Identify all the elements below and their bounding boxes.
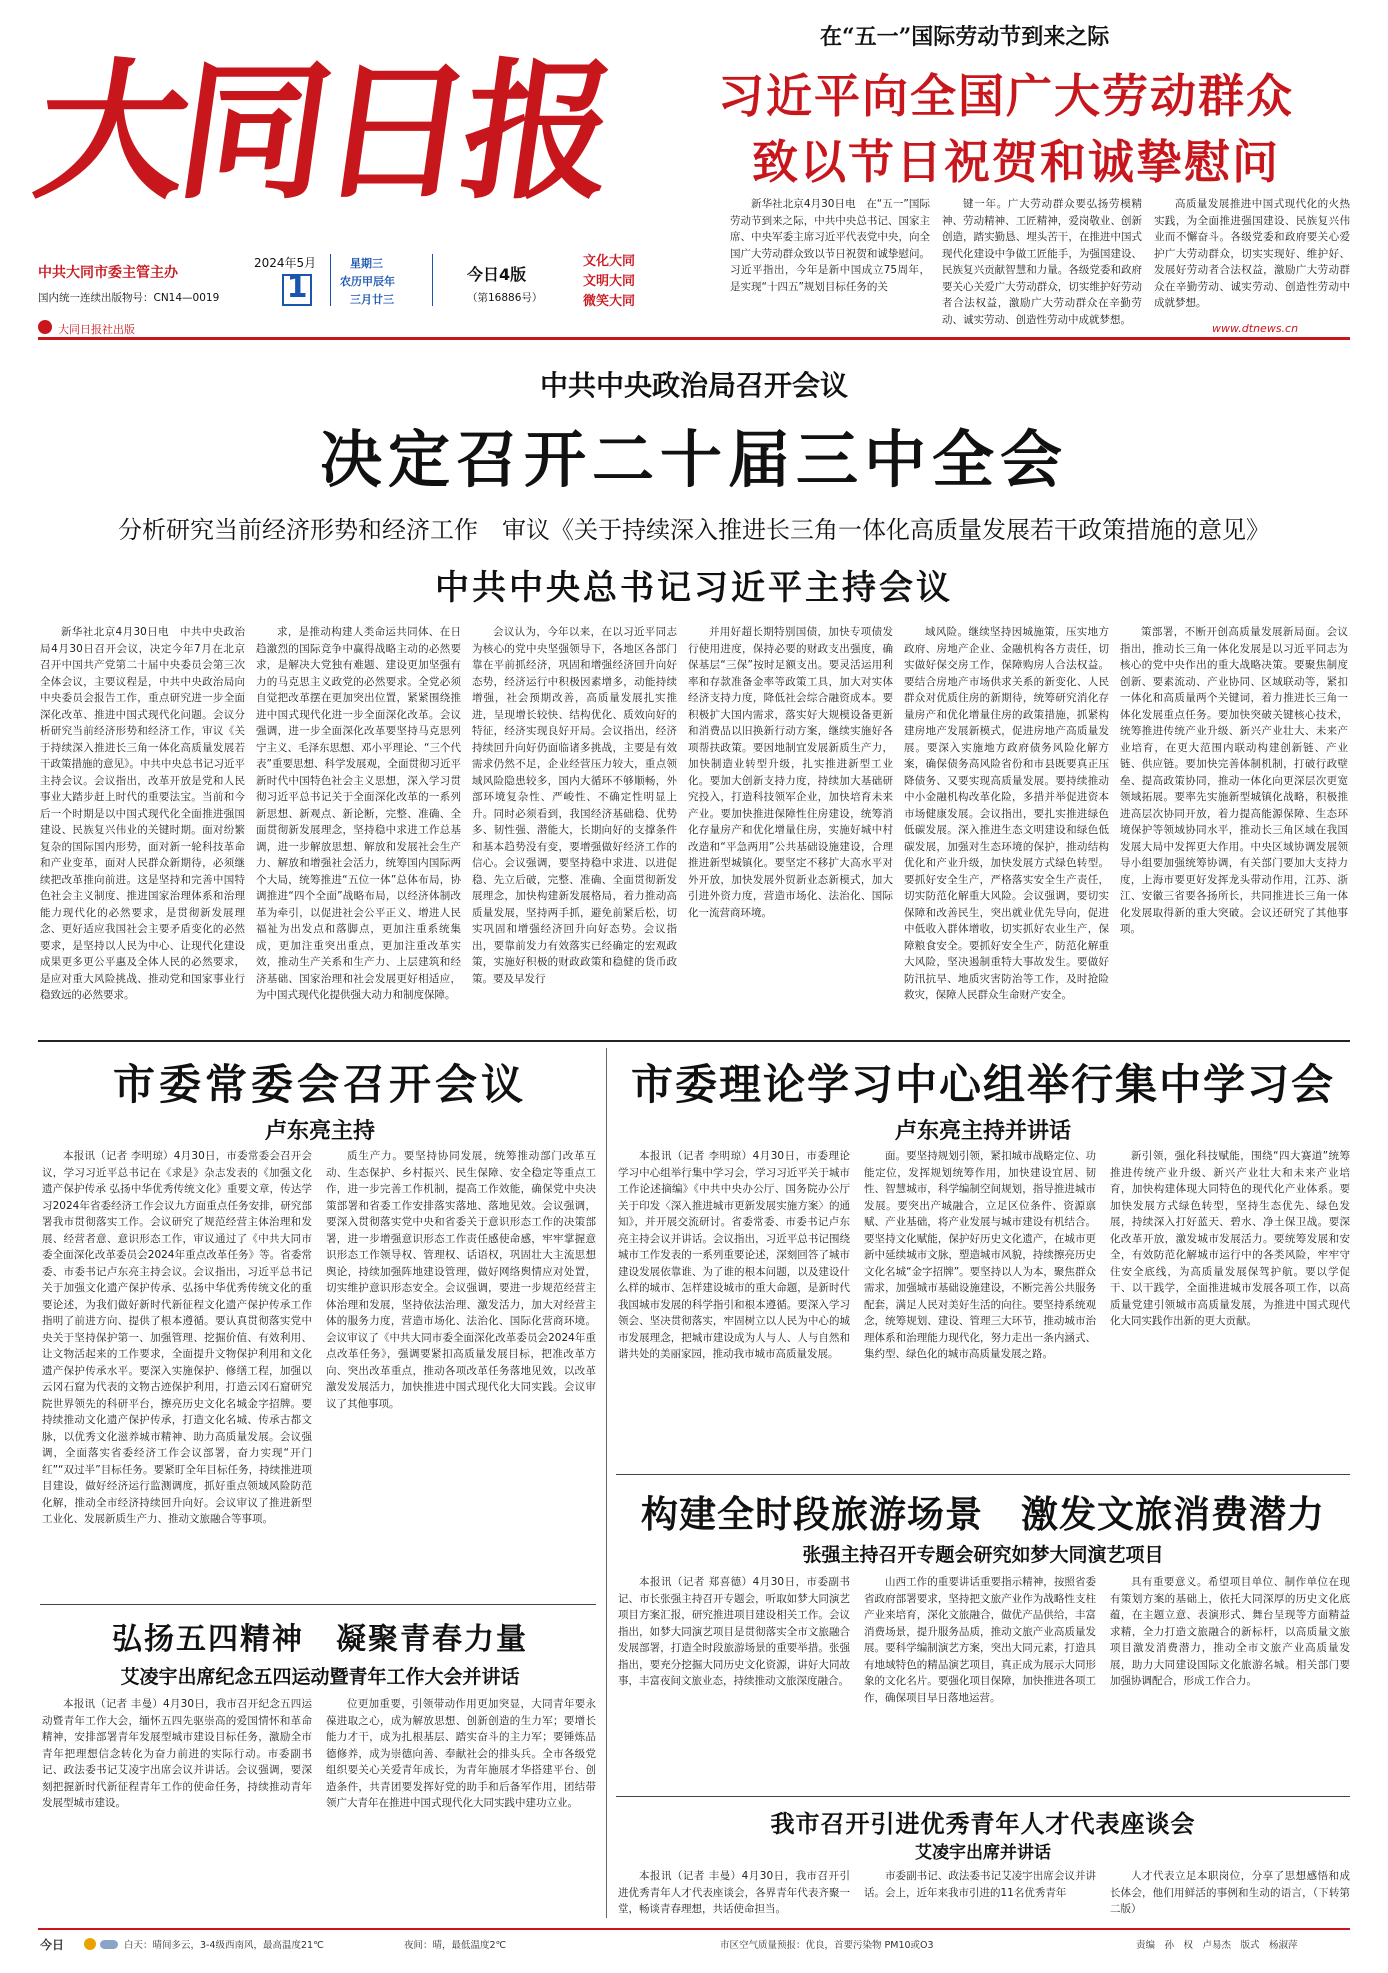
weather-sun-icon (84, 1938, 96, 1950)
talent-headline: 我市召开引进优秀青年人才代表座谈会 (770, 1810, 1196, 1838)
lunar-year: 农历甲辰年 (340, 275, 395, 288)
youth-col-1: 本报讯（记者 丰曼）4月30日，我市召开纪念五四运动暨青年工作大会，缅怀五四先驱崇高的爱国情怀和革命精神，安排部署青年发展型城市建设目标任务，激励全市青年把理想信念转化为奋力前进的实际行动。市委副书记、政法委书记艾凌宇出席会议并讲话。会议强调，要深刻把握新时代新征程青年工作的使命任务，持续推动青年发展型城市建设。 (42, 1698, 312, 1809)
weekday: 星期三 (350, 257, 383, 270)
weather-day: 白天：晴间多云，3-4级西南风，最高温度21℃ (124, 1940, 324, 1951)
section-divider (38, 1040, 1350, 1042)
weather-cloud-icon (100, 1940, 118, 1949)
youth-byline: 艾凌宇出席纪念五四运动暨青年工作大会并讲话 (120, 1666, 520, 1688)
standing-col-1: 本报讯（记者 李明琼）4月30日，市委常委会召开会议，学习习近平总书记在《求是》杂志发表的《加强文化遗产保护传承 弘扬中华优秀传统文化》重要文章，传达学习2024年省委经济工作会议九方面重点任务安排，研究部署我市贯彻落实工作。会议研究了规范经营主体治理和发展、经营者意、意识形态工作，审议通过了《中共大同市委全面深化改革委员会2024年重点改革任务》等。省委常委、市委书记卢东亮主持会议。会议指出，习近平总书记关于加强文化遗产保护传承、弘扬中华优秀传统文化的重要论述，为我们做好新时代新征程文化遗产保护传承工作指明了前进方向、提供了根本遵循。要认真贯彻落实党中央关于坚持保护第一、加强管理、挖掘价值、有效利用、让文物活起来的工作要求，全面提升文物保护利用和文化遗产保护传承水平。要深入实施保护、修缮工程，加强以云冈石窟为代表的文物古迹保护利用，打造云冈石窟研究院世界领先的科研平台，擦亮历史文化名城金字招牌。要持续推动文化遗产保护传承，打造文化名城、传承古都文脉，以优秀文化滋养城市精神、助力高质量发展。会议强调，全面落实省委经济工作会议部署，奋力实现“开门红”“双过半”目标任务。要紧盯全年目标任务，持续推进项目建设，做好经济运行监测调度，抓好重点领域风险防范化解，推动全市经济持续回升向好。会议审议了推进新型工业化、发展新质生产力、推动文旅融合等事项。 (42, 1150, 312, 1525)
lead-deck: 分析研究当前经济形势和经济工作 审议《关于持续深入推进长三角一体化高质量发展若干政策措施的意见》 (118, 516, 1270, 544)
website: www.dtnews.cn (1212, 322, 1299, 335)
slogan-2: 文明大同 (583, 274, 636, 289)
lead-col-1: 新华社北京4月30日电 中共中央政治局4月30日召开会议，决定今年7月在北京召开中国共产党第二十届中央委员会第三次全体会议，主要议程是，中共中央政治局向中央委员会报告工作，重点研究进一步全面深化改革、推进中国式现代化问题。会议分析研究当前经济形势和经济工作，审议《关于持续深入推进长三角一体化高质量发展若干政策措施的意见》。中共中央总书记习近平主持会议。会议指出，改革开放是党和人民事业大踏步赶上时代的重要法宝。当前和今后一个时期是以中国式现代化全面推进强国建设、民族复兴伟业的关键时期。面对纷繁复杂的国际国内形势，面对新一轮科技革命和产业变革，面对人民群众新期待，必须继续把改革推向前进。这是坚持和完善中国特色社会主义制度、推进国家治理体系和治理能力现代化的必然要求，是贯彻新发展理念、更好适应我国社会主要矛盾变化的必然要求，是坚持以人民为中心、让现代化建设成果更多更公平惠及全体人民的必然要求，是应对重大风险挑战、推动党和国家事业行稳致远的必然要求。 (40, 626, 245, 1001)
talent-col-3: 人才代表立足本职岗位，分享了思想感悟和成长体会，他们用鲜活的事例和生动的语言，（下转第二版） (1110, 1870, 1350, 1915)
publisher-line: 中共大同市委主管主办 (38, 265, 178, 281)
top-story-col2: 键一年。广大劳动群众要弘扬劳模精神、劳动精神、工匠精神，爱岗敬业、创新创造，踏实勤恳、埋头苦干，在推进中国式现代化建设中争做工匠能手，为强国建设、民族复兴贡献智慧和力量。各级党委和政府要关心关爱广大劳动群众，切实维护好劳动者合法权益，激励广大劳动群众在辛勤劳动、诚实劳动、创造性劳动中成就梦想。 (942, 198, 1142, 326)
edition-count: 今日4版 (467, 265, 527, 284)
top-headline-line1: 习近平向全国广大劳动群众 (718, 69, 1294, 123)
top-story-col1: 新华社北京4月30日电 在“五一”国际劳动节到来之际，中共中央总书记、国家主席、中央军委主席习近平代表党中央，向全国广大劳动群众致以节日祝贺和诚挚慰问。习近平指出，今年是新中国成立75周年，是实现“十四五”规划目标任务的关 (730, 198, 930, 293)
tourism-col-2: 山西工作的重要讲话重要指示精神，按照省委省政府部署要求，坚持把文旅产业作为战略性支柱产业来培育，深化文旅融合，做优产品供给，丰富消费场景，提升服务品质，推动文旅产业高质量发展。要科学编制演艺方案，突出大同元素，打造具有地域特色的精品演艺项目，真正成为展示大同形象的文化名片。要强化项目保障，加快推进各项工作，确保项目早日落地运营。 (864, 1576, 1096, 1704)
tourism-byline: 张强主持召开专题会研究如梦大同演艺项目 (802, 1544, 1164, 1566)
slogan-1: 文化大同 (583, 254, 636, 269)
lead-col-2: 求，是推动构建人类命运共同体、在日趋激烈的国际竞争中赢得战略主动的必然要求，是解决大党独有难题、建设更加坚强有力的马克思主义政党的必然要求。全党必须自觉把改革摆在更加突出位置，紧紧围绕推进中国式现代化进一步全面深化改革。会议强调，进一步全面深化改革要坚持马克思列宁主义、毛泽东思想、邓小平理论、“三个代表”重要思想、科学发展观，全面贯彻习近平新时代中国特色社会主义思想，深入学习贯彻习近平总书记关于全面深化改革的一系列新思想、新观点、新论断，完整、准确、全面贯彻新发展理念，坚持稳中求进工作总基调，进一步解放思想、解放和发展社会生产力、解放和增强社会活力，统筹国内国际两个大局，统筹推进“五位一体”总体布局，协调推进“四个全面”战略布局，以经济体制改革为牵引，以促进社会公平正义、增进人民福祉为出发点和落脚点，更加注重系统集成，更加注重突出重点，更加注重改革实效，推动生产关系和生产力、上层建筑和经济基础、国家治理和社会发展更好相适应，为中国式现代化提供强大动力和制度保障。 (256, 626, 461, 1001)
lead-col-3: 会议认为，今年以来，在以习近平同志为核心的党中央坚强领导下，各地区各部门靠在平前抓经济，巩固和增强经济回升向好态势，经济运行中积极因素增多，动能持续增强，社会预期改善，高质量发展扎实推进，呈现增长较快、结构优化、质效向好的特征，经济实现良好开局。会议指出，经济持续回升向好仍面临诸多挑战，主要是有效需求仍然不足，企业经营压力较大，重点领域风险隐患较多，国内大循环不够顺畅，外部环境复杂性、严峻性、不确定性明显上升。同时必须看到，我国经济基础稳、优势多、韧性强、潜能大，长期向好的支撑条件和基本趋势没有变，要增强做好经济工作的信心。会议强调，要坚持稳中求进、以进促稳、先立后破，完整、准确、全面贯彻新发展理念，加快构建新发展格局，着力推动高质量发展，坚持两手抓，避免前紧后松，切实巩固和增强经济回升向好态势。会议指出，要靠前发力有效落实已经确定的宏观政策，实施好积极的财政政策和稳健的货币政策。要及早发行 (472, 626, 677, 985)
lead-kicker: 中共中央政治局召开会议 (539, 369, 848, 402)
theory-col-3: 新引领，强化科技赋能，围绕“四大赛道”统筹推进传统产业升级、新兴产业壮大和未来产业培育，加快构建体现大同特色的现代化产业体系。要加快发展方式绿色转型，坚持生态优先、绿色发展，持续深入打好蓝天、碧水、净土保卫战。要深化改革开放，激发城市发展活力。要统筹发展和安全，有效防范化解城市运行中的各类风险，牢牢守住安全底线，为高质量发展保驾护航。要以学促干、以干践学，全面推进城市发展各项工作，以高质量党建引领城市高质量发展，为推进中国式现代化大同实践作出新的更大贡献。 (1110, 1150, 1350, 1327)
weather-night: 夜间：晴，最低温度2℃ (404, 1940, 507, 1951)
column-divider (606, 1048, 607, 1918)
lead-col-5: 域风险。继续坚持因城施策，压实地方政府、房地产企业、金融机构各方责任，切实做好保交房工作，保障购房人合法权益。要结合房地产市场供求关系的新变化、人民群众对优质住房的新期待，统筹研究消化存量房产和优化增量住房的政策措施，抓紧构建房地产发展新模式，促进房地产高质量发展。要深入实施地方政府债务风险化解方案，确保债务高风险省份和市县既要真正压降债务、又要实现高质量发展。要持续推动中小金融机构改革化险，多措并举促进资本市场健康发展。会议指出，要扎实推进绿色低碳发展。深入推进生态文明建设和绿色低碳发展，加强对生态环境的保护，推动结构优化和产业升级，加快发展方式绿色转型。要抓好安全生产，严格落实安全生产责任，切实防范化解重大风险。会议强调，要切实保障和改善民生，突出就业优先导向，促进中低收入群体增收，切实抓好农业生产，保障粮食安全。要抓好安全生产，防范化解重大风险，坚决遏制重特大事故发生。要做好防汛抗旱、地质灾害防治等工作，及时抢险救灾，保障人民群众生命财产安全。 (904, 626, 1109, 1001)
editors: 责编 孙 权 卢易杰 版式 杨淑萍 (1136, 1940, 1298, 1951)
youth-col-2: 位更加重要，引领带动作用更加突显，大同青年要永葆进取之心，成为解放思想、创新创造的生力军；要增长能力才干，成为扎根基层、踏实奋斗的主力军；要锤炼品德修养，成为崇德向善、奉献社会的排头兵。全市各级党组织要关心关爱青年成长，为青年施展才华搭建平台、创造条件，共青团要发挥好党的助手和后备军作用，团结带领广大青年在推进中国式现代化大同实践中建功立业。 (326, 1698, 596, 1809)
press-logo-icon (38, 320, 52, 334)
tourism-headline: 构建全时段旅游场景 激发文旅消费潜力 (641, 1493, 1325, 1536)
serial-number: 国内统一连续出版物号：CN14—0019 (38, 292, 220, 304)
lead-subdeck: 中共中央总书记习近平主持会议 (435, 568, 953, 608)
date-year-month: 2024年5月 (254, 256, 317, 270)
talent-col-1: 本报讯（记者 丰曼）4月30日，我市召开引进优秀青年人才代表座谈会，各界青年代表齐聚一堂，畅谈青春理想，共话使命担当。 (618, 1870, 850, 1915)
slogan-3: 微笑大同 (583, 294, 636, 309)
air-quality: 市区空气质量预报：优良，首要污染物 PM10或O3 (720, 1940, 934, 1951)
top-headline-line2: 致以节日祝贺和诚挚慰问 (752, 135, 1280, 189)
masthead-logo: 大同日报 (25, 44, 619, 220)
top-kicker: 在“五一”国际劳动节到来之际 (820, 24, 1110, 50)
tourism-col-3: 具有重要意义。希望项目单位、制作单位在现有策划方案的基础上，依托大同深厚的历史文化底蕴，在主题立意、表演形式、舞台呈现等方面精益求精，全力打造文旅融合的新标杆，以高质量文旅项目激发消费潜力，推动全市文旅产业高质量发展，助力大同建设国际文化旅游名城。相关部门要加强协调配合，形成工作合力。 (1110, 1576, 1350, 1687)
issue-number: （第16886号） (467, 292, 543, 304)
lead-col-6: 策部署，不断开创高质量发展新局面。会议指出，推动长三角一体化发展是以习近平同志为核心的党中央作出的重大战略决策。要聚焦制度创新、要素流动、产业协同、区域联动等，紧扣一体化和高质量两个关键词，着力推进长三角一体化发展重点任务。要加快突破关键核心技术，统筹推进传统产业升级、新兴产业壮大、未来产业培育，在更大范围内联动构建创新链、产业链、供应链。要加快完善体制机制，打破行政壁垒、提高政策协同，推动一体化向更深层次更宽领域拓展。要率先实施新型城镇化战略，积极推进高层次协同开放，着力提高能源保障、生态环境保护等领域协同水平，推动长三角区域在我国发展大局中发挥更大作用。中央区域协调发展领导小组要加强统筹协调，有关部门要加大支持力度，上海市要更好发挥龙头带动作用，江苏、浙江、安徽三省要各扬所长，共同推进长三角一体化发展取得新的重大突破。会议还研究了其他事项。 (1120, 626, 1348, 935)
lead-headline: 决定召开二十届三中全会 (319, 423, 1068, 496)
press-rule (38, 337, 1350, 340)
theory-col-1: 本报讯（记者 李明琼）4月30日，市委理论学习中心组举行集中学习会，学习习近平关于城市工作论述摘编》《中共中央办公厅、国务院办公厅关于印发〈深入推进城市更新发展实施方案〉的通知》，并开展交流研讨。省委常委、市委书记卢东亮主持会议并讲话。会议指出，习近平总书记围绕城市工作发表的一系列重要论述，深刻回答了城市建设发展依靠谁、为了谁的根本问题，以及建设什么样的城市、怎样建设城市的重大命题，是新时代我国城市发展的科学指引和根本遵循。要深入学习领会、坚决贯彻落实，牢固树立以人民为中心的城市发展理念，把城市建设成为人与人、人与自然和谐共处的美丽家园，推动我市城市高质量发展。 (618, 1150, 850, 1360)
theory-col-2: 面。要坚持规划引领，紧扣城市战略定位、功能定位，发挥规划统筹作用，加快建设宜居、韧性、智慧城市，科学编制空间规划，指导推进城市发展。要突出产城融合，立足区位条件、资源禀赋、产业基础，将产业发展与城市建设有机结合。要坚持文化赋能，保护好历史文化遗产，在城市更新中延续城市文脉，塑造城市风貌，持续擦亮历史文化名城“金字招牌”。要坚持以人为本，聚焦群众需求，加强城市基础设施建设，不断完善公共服务配套，满足人民对美好生活的向往。要坚持系统观念，统筹规划、建设、管理三大环节，推动城市治理体系和治理能力现代化，努力走出一条内涵式、集约型、绿色化的城市高质量发展之路。 (864, 1150, 1096, 1360)
top-story-col3: 高质量发展推进中国式现代化的火热实践，为全面推进强国建设、民族复兴伟业而不懈奋斗。各级党委和政府要关心爱护广大劳动群众，切实实现好、维护好、发展好劳动者合法权益，激励广大劳动群众在辛勤劳动、诚实劳动、创造性劳动中成就梦想。 (1154, 198, 1350, 309)
talent-col-2: 市委副书记、政法委书记艾凌宇出席会议并讲话。会上，近年来我市引进的11名优秀青年 (864, 1870, 1096, 1899)
standing-col-2: 质生产力。要坚持协同发展，统筹推动部门改革互动、生态保护、乡村振兴、民生保障、安全稳定等重点工作，进一步完善工作机制，提高工作效能，确保党中央决策部署和省委工作安排落实落地、落地见效。会议强调，要深入贯彻落实党中央和省委关于意识形态工作的决策部署，进一步增强意识形态工作责任感使命感，牢牢掌握意识形态工作领导权、管理权、话语权，巩固壮大主流思想舆论，持续加强阵地建设管理，做好网络舆情应对处置，切实维护意识形态安全。会议强调，要进一步规范经营主体治理和发展，坚持依法治理、激发活力，加大对经营主体的服务力度，营造市场化、法治化、国际化营商环境。会议审议了《中共大同市委全面深化改革委员会2024年重点改革任务》，强调要紧扣高质量发展目标，把准改革方向、突出改革重点，推动各项改革任务落地见效，以改革激发发展活力，加快推进中国式现代化大同实践。会议审议了其他事项。 (326, 1150, 596, 1410)
tourism-col-1: 本报讯（记者 郑喜德）4月30日，市委副书记、市长张强主持召开专题会，听取如梦大同演艺项目方案汇报，研究推进项目建设相关工作。会议指出，如梦大同演艺项目是贯彻落实全市文旅融合发展部署，打造全时段旅游场景的重要举措。张强指出，要充分挖掘大同历史文化资源，讲好大同故事，丰富夜间文旅业态，持续推动文旅深度融合。 (618, 1576, 850, 1687)
lunar-day: 三月廿三 (350, 293, 394, 306)
theory-headline: 市委理论学习中心组举行集中学习会 (630, 1060, 1335, 1109)
footer-label: 今日 (40, 1938, 65, 1952)
footer-rule (38, 1928, 1350, 1930)
date-day: 1 (286, 270, 308, 305)
press-name: 大同日报社出版 (58, 323, 135, 336)
talent-byline: 艾凌宇出席并讲话 (915, 1843, 1051, 1863)
youth-headline: 弘扬五四精神 凝聚青春力量 (112, 1622, 528, 1657)
standing-byline: 卢东亮主持 (264, 1118, 375, 1144)
lead-col-4: 并用好超长期特别国债，加快专项债发行使用进度，保持必要的财政支出强度，确保基层“三保”按时足额支出。要灵活运用利率和存款准备金率等政策工具，加大对实体经济支持力度，降低社会综合融资成本。要积极扩大国内需求，落实好大规模设备更新和消费品以旧换新行动方案，继续实施好各项帮扶政策。要因地制宜发展新质生产力，加快制造业转型升级，扎实推进新型工业化。要加大创新支持力度，持续加大基础研究投入，打造科技领军企业，加快培育未来产业。要加快推进保障性住房建设，统筹消化存量房产和优化增量住房，实施好城中村改造和“平急两用”公共基础设施建设，合理推进新型城镇化。要坚定不移扩大高水平对外开放，加快发展外贸新业态新模式，加大引进外资力度，营造市场化、法治化、国际化一流营商环境。 (688, 626, 893, 919)
standing-headline: 市委常委会召开会议 (112, 1060, 527, 1109)
theory-byline: 卢东亮主持并讲话 (894, 1118, 1071, 1144)
